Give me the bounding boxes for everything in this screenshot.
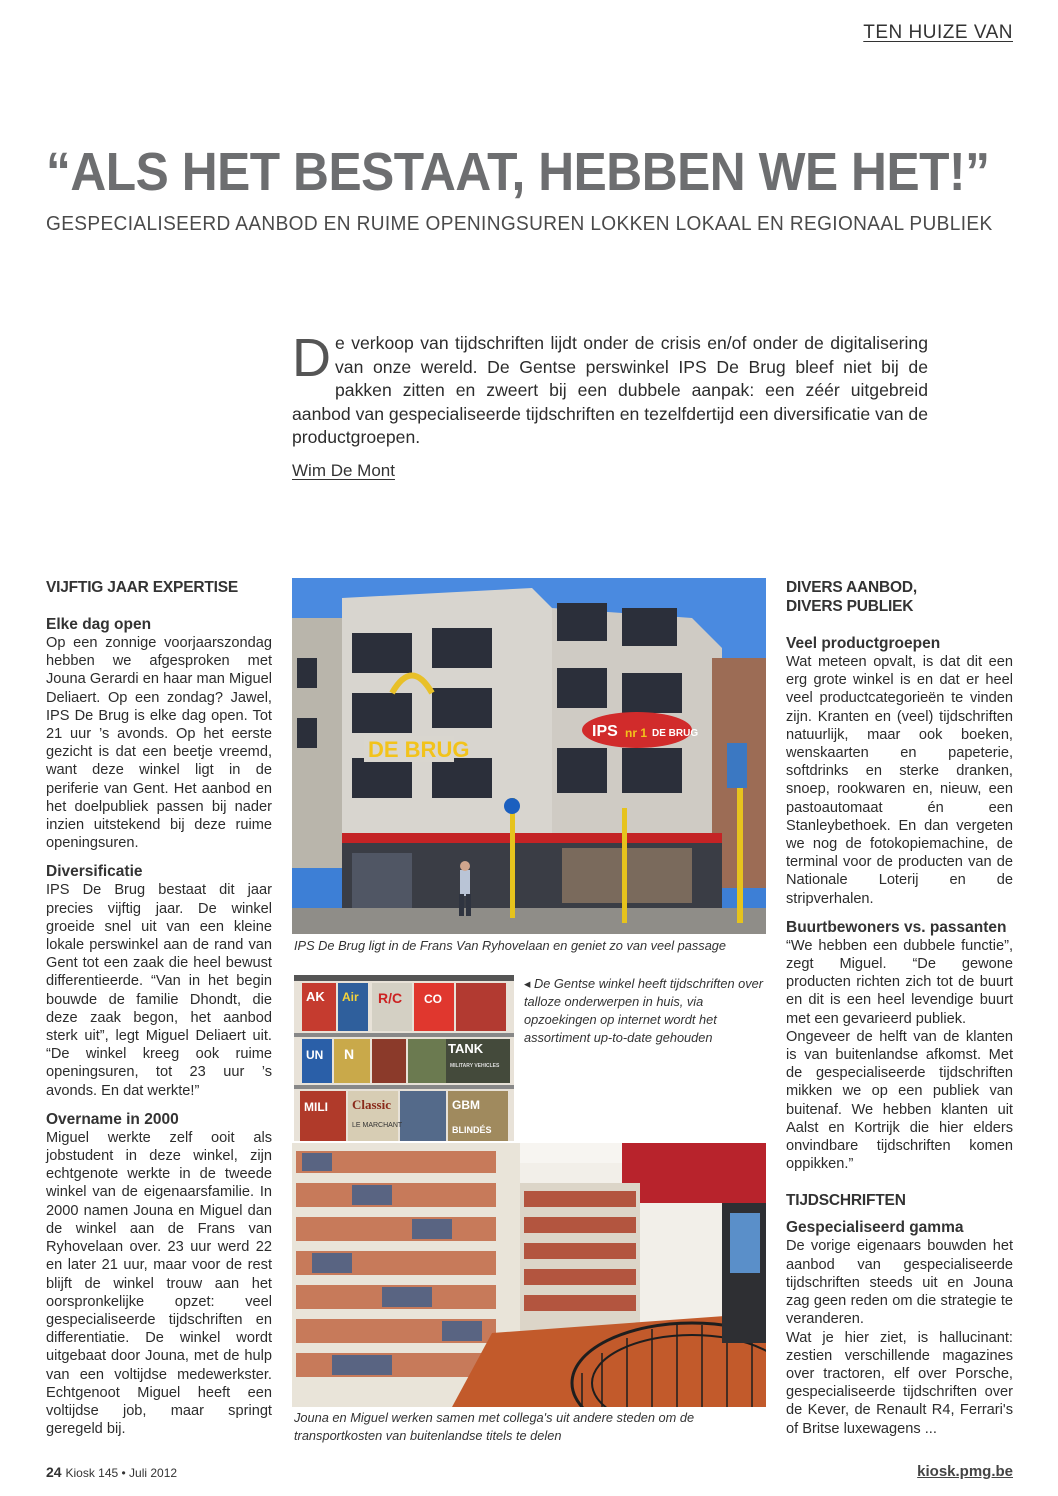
ips-sign-text: IPS xyxy=(592,723,618,740)
magazine-label: LE MARCHANT xyxy=(352,1122,403,1129)
subsection-title: Veel productgroepen xyxy=(786,635,941,652)
storefront-sign-text: DE BRUG xyxy=(368,737,470,762)
subsection-title: Gespecialiseerd gamma xyxy=(786,1219,964,1237)
subsection-title: Elke dag open xyxy=(46,616,152,633)
magazine-label: GBM xyxy=(452,1098,480,1112)
photo-caption: IPS De Brug ligt in de Frans Van Ryhovelaan en geniet zo van veel passage xyxy=(294,938,727,953)
page-footer xyxy=(46,1464,177,1480)
caption-text: De Gentse winkel heeft tijdschriften over talloze onderwerpen in huis, via opzoekingen op internet wordt het assortiment up-to-date gehouden xyxy=(524,976,764,1045)
section-title: DIVERS PUBLIEK xyxy=(786,598,914,615)
magazine-label: Air xyxy=(342,990,359,1004)
paragraph: Wat je hier ziet, is hallucinant: zestien verschillende magazines over tractoren, elf over Porsche, gespecialiseerde tijdschriften over de Kever, de Renault R4, Ferrari's of Britse luxewagens ... xyxy=(786,1329,1013,1437)
magazines-photo xyxy=(292,973,516,1143)
ips-sign-subtext: DE BRUG xyxy=(652,728,699,739)
page-number: 24 xyxy=(46,1464,62,1480)
issue-info: Kiosk 145 • Juli 2012 xyxy=(65,1466,178,1480)
paragraph: Ongeveer de helft van de klanten is van buitenlandse afkomst. Met de gespecialiseerde tijdschriften mikken we op een publiek van buitenaf. We hebben klanten uit Aalst en Kortrijk die hier elders onvindbare tijdschriften komen oppikken.” xyxy=(786,1028,1013,1173)
caption-arrow-icon: ◂ xyxy=(524,976,531,991)
magazine-label: Classic xyxy=(352,1097,391,1112)
paragraph: IPS De Brug bestaat dit jaar precies vijftig jaar. De winkel groeide snel uit van een kleine lokale perswinkel aan de rand van Gent tot een zaak die heel bewust differentieerde. “Van in het begin bouwde de familie Dhondt, die deze zaak begon, het aanbod sterk uit”, legt Miguel Deliaert uit. “De winkel kreeg ook ruime openingsuren, tot 23 uur ’s avonds. En dat werkte!” xyxy=(46,882,272,1099)
section-tag: TEN HUIZE VAN xyxy=(863,22,1013,43)
ips-sign-number: nr 1 xyxy=(625,726,648,740)
magazine-label: MILI xyxy=(304,1100,328,1114)
magazine-label: R/C xyxy=(378,990,403,1006)
author-byline: Wim De Mont xyxy=(292,461,395,480)
right-column xyxy=(786,578,1013,1438)
paragraph: Op een zonnige voorjaarszondag hebben we afgesproken met Jouna Gerardi en haar man Miguel Deliaert. Op een zondag? Jawel, IPS De Brug is elke dag open. Tot 21 uur ’s avonds. Op het eerste gezicht is dat een beetje vreemd, want deze winkel ligt in de periferie van Gent. Het aanbod en het doelpubliek passen bij nader inzien uitstekend bij deze ruime openingsuren. xyxy=(46,635,272,852)
storefront-photo xyxy=(292,578,766,934)
paragraph: De vorige eigenaars bouwden het aanbod van gespecialiseerde tijdschriften steeds uit en Jouna zag geen reden om die strategie te veranderen. xyxy=(786,1238,1013,1328)
subsection-title: Buurtbewoners vs. passanten xyxy=(786,918,1007,936)
magazine-label: BLINDÉS xyxy=(452,1125,492,1135)
article-intro xyxy=(292,328,928,450)
magazine-label: MILITARY VEHICLES xyxy=(450,1063,500,1069)
section-title: DIVERS AANBOD, xyxy=(786,579,917,596)
magazine-label: UN xyxy=(306,1048,324,1062)
section-title: TIJDSCHRIFTEN xyxy=(786,1192,906,1210)
dropcap: D xyxy=(292,328,331,388)
magazine-label: TANK xyxy=(448,1041,484,1056)
magazine-label: CO xyxy=(424,992,442,1006)
subsection-title: Diversificatie xyxy=(46,863,143,881)
paragraph: Wat meteen opvalt, is dat dit een erg grote winkel is en dat er heel veel productcategorieën te vinden zijn. Kranten en (veel) tijdschriften natuurlijk, maar ook boeken, wenskaarten en papeterie, softdrinks en sterke dranken, snoep, rookwaren en, nieuw, een pastoautomaat én een Stanleybethoek. En dan vergeten we nog de fotokopiemachine, de terminal voor de producten van de Nationale Loterij en de stripverhalen. xyxy=(786,654,1013,907)
section-title: VIJFTIG JAAR EXPERTISE xyxy=(46,579,238,596)
website-link[interactable]: kiosk.pmg.be xyxy=(917,1463,1013,1480)
article-headline: “ALS HET BESTAAT, HEBBEN WE HET!” xyxy=(46,142,990,202)
intro-text: e verkoop van tijdschriften lijdt onder de crisis en/of onder de digitalisering van onze wereld. De Gentse perswinkel IPS De Brug bleef niet bij de pakken zitten en zweert bij een dubbele aanpak: een zéér uitgebreid aanbod van gespecialiseerde tijdschriften en tezelfdertijd een diversificatie van de productgroepen. xyxy=(292,333,928,447)
article-subheadline: GESPECIALISEERD AANBOD EN RUIME OPENINGSUREN LOKKEN LOKAAL EN REGIONAAL PUBLIEK xyxy=(46,212,993,235)
photo-caption xyxy=(524,975,766,1047)
subsection-title: Overname in 2000 xyxy=(46,1110,179,1128)
interior-photo xyxy=(292,1143,766,1407)
magazine-label: AK xyxy=(306,989,325,1004)
magazine-label: N xyxy=(344,1046,355,1062)
photo-caption: Jouna en Miguel werken samen met collega's uit andere steden om de transportkosten van buitenlandse titels te delen xyxy=(294,1410,695,1443)
paragraph: Miguel werkte zelf ooit als jobstudent in deze winkel, zijn echtgenote werkte in de tweede winkel van de eigenaarsfamilie. In 2000 namen Jouna en Miguel dan de winkel aan de Frans van Ryhovelaan over. 23 uur werd 22 en later 21 uur, maar voor de rest blijft de winkel trouw aan het oorspronkelijke opzet: veel gespecialiseerde tijdschriften en differentiatie. De winkel wordt uitgebaat door Jouna, met de hulp van een voltijdse medewerkster. Echtgenoot Miguel heeft een voltijdse job, maar springt geregeld bij. xyxy=(46,1129,272,1438)
left-column xyxy=(46,578,272,1438)
paragraph: “We hebben een dubbele functie”, zegt Miguel. “De gewone producten richten zich tot de buurt en dit is een heel levendige buurt met een gevarieerd publiek. xyxy=(786,937,1013,1027)
